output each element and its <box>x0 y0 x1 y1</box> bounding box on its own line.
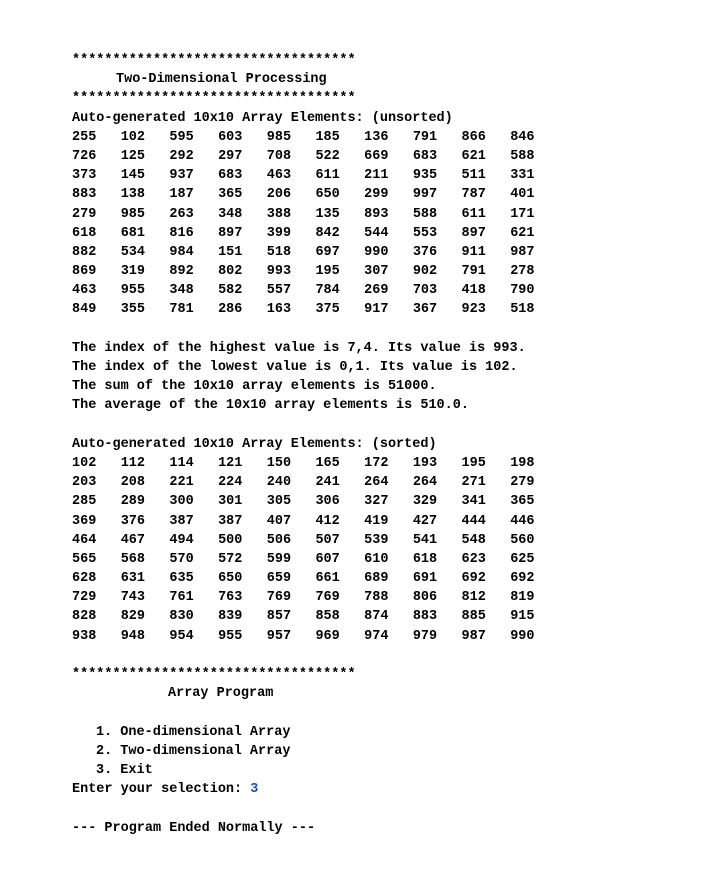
unsorted-cell: 787 <box>461 187 486 203</box>
sorted-cell: 829 <box>120 609 145 625</box>
sorted-cell: 607 <box>315 551 340 567</box>
menu-stars: *********************************** <box>72 667 356 682</box>
sorted-cell: 769 <box>266 590 292 606</box>
sorted-cell: 839 <box>218 609 243 625</box>
sorted-cell: 494 <box>169 532 194 548</box>
unsorted-cell: 816 <box>169 225 194 241</box>
sorted-cell: 623 <box>461 551 486 567</box>
sorted-cell: 341 <box>461 494 486 510</box>
unsorted-cell: 151 <box>218 244 243 260</box>
sorted-cell: 938 <box>72 628 97 644</box>
sorted-cell: 193 <box>412 455 438 471</box>
header-stars-top: *********************************** <box>72 53 356 68</box>
unsorted-cell: 418 <box>461 283 486 299</box>
sorted-row <box>72 492 692 511</box>
sorted-cell: 102 <box>72 455 97 471</box>
sorted-cell: 761 <box>169 590 194 606</box>
sorted-cell: 289 <box>120 494 145 510</box>
unsorted-cell: 553 <box>412 225 438 241</box>
sorted-row <box>72 569 692 588</box>
header-stars-bottom: *********************************** <box>72 91 356 107</box>
sorted-cell: 376 <box>120 513 145 529</box>
unsorted-cell: 355 <box>120 302 145 318</box>
average-line: The average of the 10x10 array elements is 510.0. <box>72 398 469 414</box>
unsorted-cell: 135 <box>315 206 340 222</box>
unsorted-cell: 557 <box>266 283 292 299</box>
unsorted-cell: 373 <box>72 168 97 184</box>
unsorted-cell: 618 <box>72 225 97 241</box>
unsorted-cell: 518 <box>510 302 535 318</box>
sorted-cell: 198 <box>510 455 535 471</box>
sorted-cell: 407 <box>266 513 292 529</box>
unsorted-cell: 621 <box>510 225 535 241</box>
unsorted-cell: 883 <box>72 187 97 203</box>
unsorted-cell: 125 <box>120 148 145 164</box>
unsorted-cell: 846 <box>510 129 535 145</box>
unsorted-cell: 987 <box>510 244 535 260</box>
sorted-cell: 570 <box>169 551 194 567</box>
sorted-cell: 195 <box>461 455 486 471</box>
unsorted-cell: 388 <box>266 206 292 222</box>
sorted-cell: 121 <box>218 455 243 471</box>
sorted-cell: 507 <box>315 532 340 548</box>
unsorted-row <box>72 128 692 147</box>
sorted-cell: 365 <box>510 494 535 510</box>
program-title: Two-Dimensional Processing <box>116 72 327 88</box>
sorted-cell: 112 <box>120 455 145 471</box>
sorted-cell: 224 <box>218 475 243 491</box>
sorted-cell: 692 <box>461 571 486 587</box>
lowest-value-line: The index of the lowest value is 0,1. Its value is 102. <box>72 360 518 375</box>
program-end-message: --- Program Ended Normally --- <box>72 820 316 836</box>
sorted-cell: 444 <box>461 513 486 529</box>
sorted-cell: 635 <box>169 571 194 587</box>
sorted-cell: 560 <box>510 532 535 548</box>
sorted-cell: 427 <box>412 513 438 529</box>
unsorted-cell: 917 <box>364 302 389 318</box>
sorted-cell: 618 <box>412 551 438 567</box>
unsorted-cell: 882 <box>72 244 97 260</box>
unsorted-cell: 595 <box>169 129 194 145</box>
unsorted-cell: 911 <box>461 244 486 260</box>
unsorted-cell: 331 <box>510 168 535 184</box>
unsorted-row <box>72 147 692 166</box>
sorted-cell: 114 <box>169 455 194 471</box>
unsorted-cell: 511 <box>461 168 486 184</box>
unsorted-cell: 984 <box>169 244 194 260</box>
unsorted-cell: 375 <box>315 302 340 318</box>
sorted-row <box>72 627 692 646</box>
unsorted-cell: 611 <box>315 168 340 184</box>
unsorted-row <box>72 166 692 185</box>
menu-option-one-dimensional: 1. One-dimensional Array <box>96 724 291 740</box>
unsorted-cell: 319 <box>120 264 145 280</box>
sorted-cell: 650 <box>218 571 243 587</box>
sorted-cell: 915 <box>510 609 535 625</box>
unsorted-cell: 893 <box>364 206 389 222</box>
unsorted-cell: 522 <box>315 148 340 164</box>
sorted-row <box>72 454 692 473</box>
sorted-heading: Auto-generated 10x10 Array Elements: (sorted) <box>72 436 437 452</box>
unsorted-cell: 463 <box>72 283 97 299</box>
sorted-cell: 689 <box>364 571 389 587</box>
sorted-cell: 301 <box>218 494 243 510</box>
unsorted-cell: 603 <box>218 129 243 145</box>
unsorted-cell: 802 <box>218 264 243 280</box>
unsorted-cell: 784 <box>315 283 340 299</box>
console-output <box>72 51 692 838</box>
unsorted-cell: 297 <box>218 148 243 164</box>
unsorted-cell: 791 <box>461 264 486 280</box>
sorted-cell: 285 <box>72 494 97 510</box>
sorted-cell: 788 <box>364 590 389 606</box>
unsorted-cell: 650 <box>315 187 340 203</box>
unsorted-cell: 697 <box>315 244 340 260</box>
menu-option-exit: 3. Exit <box>96 762 153 778</box>
unsorted-cell: 790 <box>510 283 535 299</box>
selection-input[interactable]: 3 <box>250 782 259 798</box>
sorted-row <box>72 607 692 626</box>
sorted-cell: 306 <box>315 494 340 510</box>
unsorted-cell: 892 <box>169 264 194 280</box>
unsorted-cell: 937 <box>169 168 194 184</box>
unsorted-cell: 935 <box>412 168 438 184</box>
sorted-cell: 387 <box>169 513 194 529</box>
menu-title: Array Program <box>168 686 274 702</box>
sorted-cell: 327 <box>364 494 389 510</box>
unsorted-cell: 307 <box>364 264 389 280</box>
sorted-cell: 264 <box>412 475 438 491</box>
sorted-cell: 506 <box>266 532 292 548</box>
sorted-array-grid <box>72 454 692 646</box>
unsorted-cell: 990 <box>364 244 389 260</box>
unsorted-cell: 292 <box>169 148 194 164</box>
sorted-cell: 241 <box>315 475 340 491</box>
sorted-cell: 885 <box>461 609 486 625</box>
unsorted-cell: 708 <box>266 148 292 164</box>
sorted-cell: 763 <box>218 590 243 606</box>
sorted-row <box>72 531 692 550</box>
unsorted-cell: 171 <box>510 206 535 222</box>
unsorted-cell: 923 <box>461 302 486 318</box>
unsorted-cell: 401 <box>510 187 535 203</box>
blank-line <box>72 416 692 435</box>
unsorted-cell: 206 <box>266 187 292 203</box>
unsorted-cell: 102 <box>120 129 145 145</box>
unsorted-cell: 348 <box>169 283 194 299</box>
unsorted-cell: 348 <box>218 206 243 222</box>
unsorted-cell: 588 <box>412 206 438 222</box>
unsorted-cell: 588 <box>510 148 535 164</box>
unsorted-cell: 145 <box>120 168 145 184</box>
unsorted-cell: 791 <box>412 129 438 145</box>
unsorted-cell: 138 <box>120 187 145 203</box>
sorted-cell: 329 <box>412 494 438 510</box>
sorted-cell: 979 <box>412 628 438 644</box>
unsorted-row <box>72 262 692 281</box>
sorted-cell: 969 <box>315 628 340 644</box>
sorted-cell: 954 <box>169 628 194 644</box>
sorted-cell: 743 <box>120 590 145 606</box>
sorted-cell: 464 <box>72 532 97 548</box>
sorted-row <box>72 473 692 492</box>
sorted-cell: 692 <box>510 571 535 587</box>
sorted-row <box>72 550 692 569</box>
sorted-cell: 957 <box>266 628 292 644</box>
unsorted-cell: 781 <box>169 302 194 318</box>
highest-value-line: The index of the highest value is 7,4. Its value is 993. <box>72 340 526 356</box>
sorted-cell: 628 <box>72 571 97 587</box>
unsorted-row <box>72 300 692 319</box>
unsorted-cell: 534 <box>120 244 145 260</box>
sorted-cell: 691 <box>412 571 438 587</box>
sorted-cell: 165 <box>315 455 340 471</box>
unsorted-cell: 902 <box>412 264 438 280</box>
sorted-cell: 568 <box>120 551 145 567</box>
sorted-cell: 625 <box>510 551 535 567</box>
selection-prompt: Enter your selection: <box>72 782 251 798</box>
sorted-cell: 500 <box>218 532 243 548</box>
sorted-cell: 610 <box>364 551 389 567</box>
unsorted-array-grid <box>72 128 692 320</box>
sorted-cell: 858 <box>315 609 340 625</box>
sorted-cell: 883 <box>412 609 438 625</box>
unsorted-row <box>72 185 692 204</box>
sorted-cell: 769 <box>315 590 340 606</box>
unsorted-row <box>72 281 692 300</box>
unsorted-cell: 299 <box>364 187 389 203</box>
sorted-cell: 830 <box>169 609 194 625</box>
unsorted-cell: 985 <box>120 206 145 222</box>
sorted-cell: 203 <box>72 475 97 491</box>
sorted-cell: 548 <box>461 532 486 548</box>
selection-prompt-line <box>72 780 692 799</box>
unsorted-cell: 681 <box>120 225 145 241</box>
sorted-cell: 150 <box>266 455 292 471</box>
unsorted-cell: 211 <box>364 168 389 184</box>
unsorted-cell: 582 <box>218 283 243 299</box>
unsorted-cell: 842 <box>315 225 340 241</box>
unsorted-cell: 163 <box>266 302 292 318</box>
sorted-cell: 412 <box>315 513 340 529</box>
sorted-cell: 264 <box>364 475 389 491</box>
unsorted-cell: 278 <box>510 264 535 280</box>
sorted-cell: 541 <box>412 532 438 548</box>
unsorted-cell: 726 <box>72 148 97 164</box>
sorted-cell: 974 <box>364 628 389 644</box>
unsorted-cell: 376 <box>412 244 438 260</box>
unsorted-cell: 399 <box>266 225 292 241</box>
unsorted-heading: Auto-generated 10x10 Array Elements: (unsorted) <box>72 110 453 126</box>
unsorted-cell: 897 <box>218 225 243 241</box>
unsorted-cell: 518 <box>266 244 292 260</box>
unsorted-cell: 185 <box>315 129 340 145</box>
unsorted-cell: 187 <box>169 187 194 203</box>
unsorted-cell: 255 <box>72 129 97 145</box>
sorted-cell: 208 <box>120 475 145 491</box>
sorted-cell: 419 <box>364 513 389 529</box>
unsorted-cell: 463 <box>266 168 292 184</box>
sorted-cell: 240 <box>266 475 292 491</box>
unsorted-row <box>72 224 692 243</box>
unsorted-cell: 683 <box>218 168 243 184</box>
unsorted-cell: 544 <box>364 225 389 241</box>
blank-line <box>72 703 692 722</box>
sorted-cell: 828 <box>72 609 97 625</box>
sorted-cell: 599 <box>266 551 292 567</box>
sorted-cell: 467 <box>120 532 145 548</box>
unsorted-cell: 269 <box>364 283 389 299</box>
sorted-cell: 221 <box>169 475 194 491</box>
sorted-cell: 539 <box>364 532 389 548</box>
unsorted-cell: 195 <box>315 264 340 280</box>
sorted-cell: 659 <box>266 571 292 587</box>
sorted-row <box>72 588 692 607</box>
sorted-cell: 572 <box>218 551 243 567</box>
sorted-cell: 631 <box>120 571 145 587</box>
sorted-cell: 729 <box>72 590 97 606</box>
unsorted-cell: 955 <box>120 283 145 299</box>
unsorted-cell: 683 <box>412 148 438 164</box>
sorted-cell: 565 <box>72 551 97 567</box>
sorted-cell: 857 <box>266 609 292 625</box>
sorted-cell: 369 <box>72 513 97 529</box>
unsorted-cell: 286 <box>218 302 243 318</box>
unsorted-cell: 985 <box>266 129 292 145</box>
unsorted-cell: 621 <box>461 148 486 164</box>
unsorted-cell: 136 <box>364 129 389 145</box>
unsorted-cell: 897 <box>461 225 486 241</box>
unsorted-cell: 367 <box>412 302 438 318</box>
unsorted-row <box>72 243 692 262</box>
blank-line <box>72 646 692 665</box>
sorted-cell: 661 <box>315 571 340 587</box>
sorted-cell: 955 <box>218 628 243 644</box>
sorted-cell: 271 <box>461 475 486 491</box>
sorted-cell: 990 <box>510 628 535 644</box>
unsorted-cell: 263 <box>169 206 194 222</box>
sorted-cell: 446 <box>510 513 535 529</box>
sorted-cell: 987 <box>461 628 486 644</box>
sorted-cell: 300 <box>169 494 194 510</box>
unsorted-cell: 611 <box>461 206 486 222</box>
unsorted-cell: 849 <box>72 302 97 318</box>
unsorted-cell: 669 <box>364 148 389 164</box>
sum-line: The sum of the 10x10 array elements is 51000. <box>72 379 437 395</box>
unsorted-cell: 869 <box>72 264 97 280</box>
sorted-cell: 812 <box>461 590 486 606</box>
unsorted-cell: 993 <box>266 264 292 280</box>
sorted-cell: 172 <box>364 455 389 471</box>
unsorted-cell: 866 <box>461 129 486 145</box>
sorted-cell: 948 <box>120 628 145 644</box>
unsorted-cell: 703 <box>412 283 438 299</box>
sorted-cell: 819 <box>510 590 535 606</box>
sorted-cell: 279 <box>510 475 535 491</box>
unsorted-cell: 279 <box>72 206 97 222</box>
sorted-cell: 387 <box>218 513 243 529</box>
unsorted-cell: 997 <box>412 187 438 203</box>
blank-line <box>72 799 692 818</box>
unsorted-row <box>72 205 692 224</box>
menu-option-two-dimensional: 2. Two-dimensional Array <box>96 743 291 759</box>
unsorted-cell: 365 <box>218 187 243 203</box>
sorted-cell: 305 <box>266 494 292 510</box>
sorted-row <box>72 512 692 531</box>
sorted-cell: 806 <box>412 590 438 606</box>
blank-line <box>72 320 692 339</box>
sorted-cell: 874 <box>364 609 389 625</box>
